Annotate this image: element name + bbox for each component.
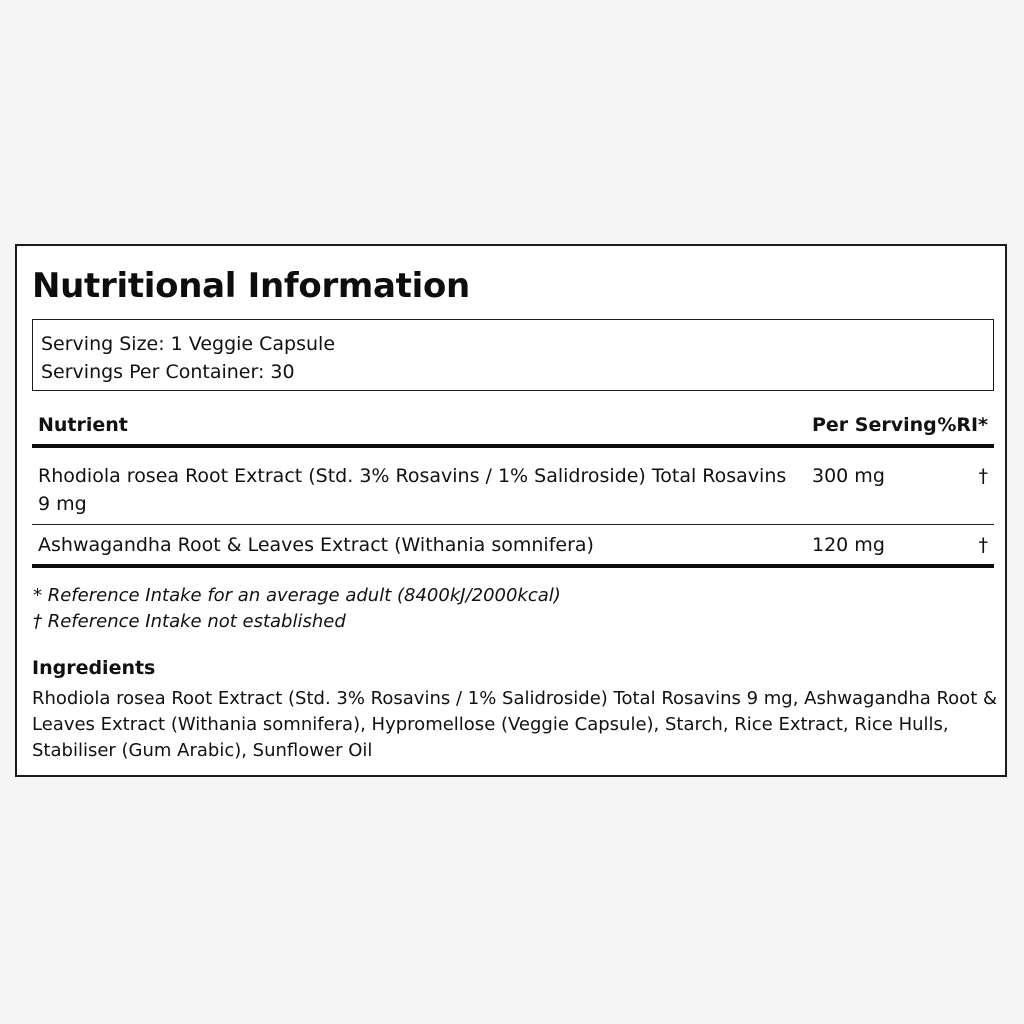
header-ri: %RI*: [937, 414, 988, 436]
table-row: [32, 525, 994, 568]
ingredients-text: Rhodiola rosea Root Extract (Std. 3% Rosavins / 1% Salidroside) Total Rosavins 9 mg, Ashwagandha Root & Leaves Extract (Withania somnifera), Hypromellose (Veggie Capsule), Starch, Rice Extract, Rice Hulls, Stabiliser (Gum Arabic), Sunflower Oil: [32, 688, 998, 761]
nutrient-name: Ashwagandha Root & Leaves Extract (Withania somnifera): [38, 534, 594, 556]
servings-per-container: Servings Per Container: 30: [41, 361, 295, 383]
nutrient-table: [32, 406, 994, 568]
serving-info-box: [32, 319, 994, 391]
table-row: [32, 448, 994, 525]
nutrient-name: Rhodiola rosea Root Extract (Std. 3% Rosavins / 1% Salidroside) Total Rosavins 9 mg: [38, 465, 787, 515]
header-per-serving: Per Serving: [812, 414, 937, 436]
footnotes: [33, 583, 561, 635]
nutrient-per-serving: 120 mg: [812, 534, 885, 556]
footnote-not-established: † Reference Intake not established: [33, 611, 346, 632]
header-nutrient: Nutrient: [38, 414, 128, 436]
nutrition-panel: [15, 244, 1007, 777]
table-header-row: [32, 406, 994, 448]
nutrient-per-serving: 300 mg: [812, 465, 885, 487]
footnote-reference-intake: * Reference Intake for an average adult (8400kJ/2000kcal): [33, 585, 561, 606]
nutrient-ri: †: [978, 465, 988, 487]
ingredients-heading: Ingredients: [32, 657, 156, 679]
serving-size: Serving Size: 1 Veggie Capsule: [41, 333, 336, 355]
panel-title: Nutritional Information: [32, 266, 470, 306]
nutrient-ri: †: [978, 534, 988, 556]
